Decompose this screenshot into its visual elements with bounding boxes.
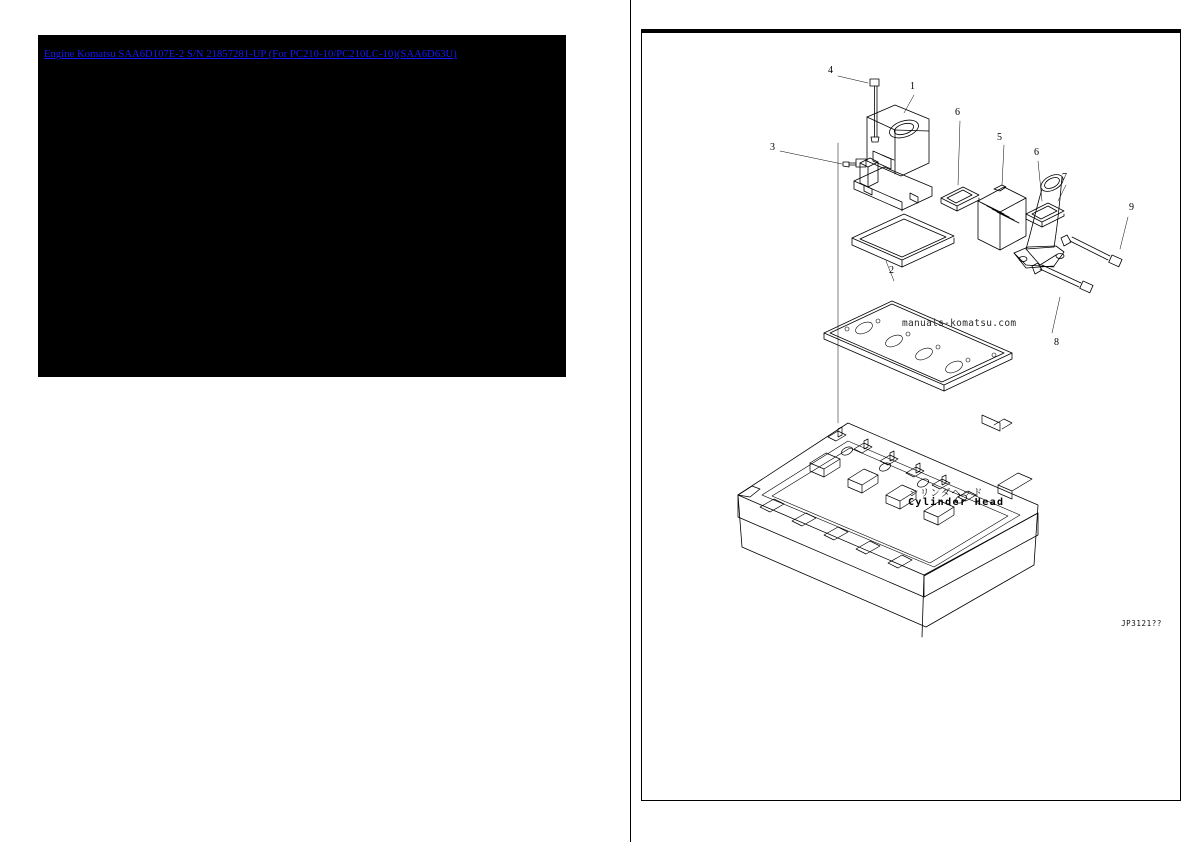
callout-3: 3 [770,142,775,153]
watermark-text: manuals-komatsu.com [902,318,1017,329]
engine-title-link[interactable]: Engine Komatsu SAA6D107E-2 S/N 21857281-UP (For PC210-10/PC210LC-10)(SAA6D63U) [44,49,457,60]
callout-9: 9 [1129,202,1134,213]
callout-7: 7 [1062,172,1067,183]
callout-6-right: 6 [1034,147,1039,158]
caption-japanese: シリンダヘッド [909,488,984,499]
caption-english: Cylinder Head [908,497,1005,508]
callout-2: 2 [889,265,894,276]
callout-5: 5 [997,132,1002,143]
callout-8: 8 [1054,337,1059,348]
callout-4: 4 [828,65,833,76]
cylinder-head-assembly-drawing [642,33,1182,805]
callout-6-left: 6 [955,107,960,118]
black-preview-box [38,35,566,377]
callout-1: 1 [910,81,915,92]
figure-frame [641,29,1181,801]
figure-code: JP3121?? [1121,619,1162,628]
right-panel [630,0,1190,842]
